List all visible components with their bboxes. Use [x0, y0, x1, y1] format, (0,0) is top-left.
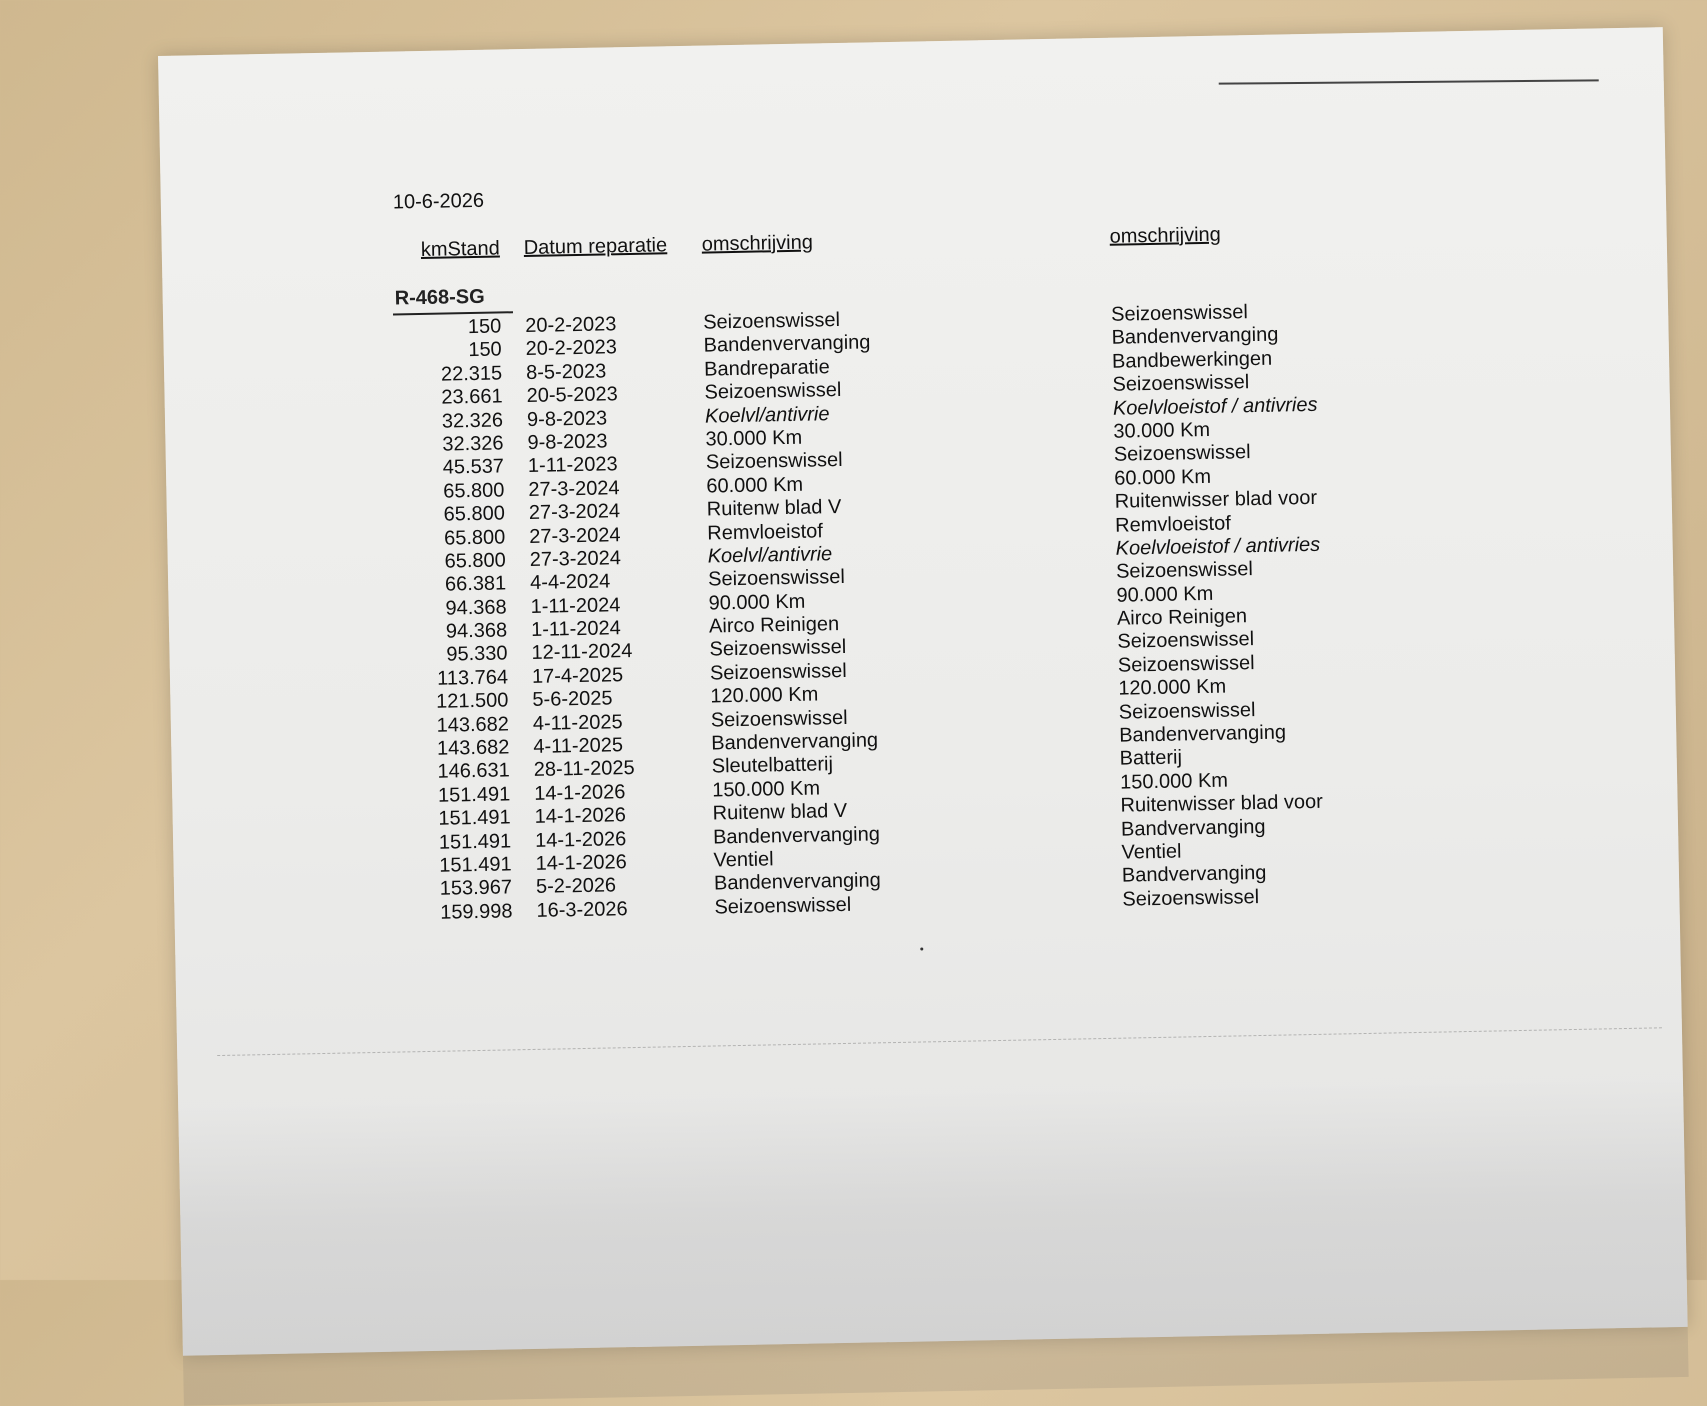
- description2-cell: Ventiel: [1121, 840, 1182, 864]
- description-cell: Seizoenswissel: [709, 636, 847, 661]
- km-cell: 32.326: [441, 409, 504, 433]
- km-cell: 143.682: [436, 713, 510, 737]
- description-cell: Sleutelbatterij: [711, 753, 834, 778]
- header-kmstand: kmStand: [420, 237, 500, 261]
- date-cell: 12-11-2024: [531, 640, 633, 665]
- km-cell: 151.491: [438, 829, 512, 854]
- km-cell: 32.326: [442, 432, 504, 456]
- km-cell: 94.368: [445, 596, 507, 620]
- description2-cell: Airco Reinigen: [1116, 605, 1248, 630]
- date-cell: 14-1-2026: [534, 827, 627, 852]
- km-cell: 151.491: [438, 806, 511, 830]
- description-cell: Bandenvervanging: [712, 822, 881, 849]
- date-cell: 4-11-2025: [532, 710, 623, 735]
- description2-cell: Bandvervanging: [1121, 862, 1267, 888]
- description-cell: 90.000 Km: [708, 590, 806, 615]
- description2-cell: Bandenvervanging: [1119, 721, 1287, 747]
- description2-cell: Seizoenswissel: [1115, 558, 1254, 583]
- description-cell: Seizoenswissel: [709, 659, 847, 685]
- description2-cell: Bandenvervanging: [1111, 323, 1279, 350]
- description2-cell: Seizoenswissel: [1117, 651, 1255, 677]
- description-cell: Ventiel: [713, 848, 774, 872]
- km-cell: 22.315: [440, 362, 503, 386]
- date-cell: 28-11-2025: [533, 757, 635, 782]
- description2-cell: Seizoenswissel: [1118, 698, 1256, 724]
- description2-cell: Seizoenswissel: [1112, 371, 1250, 396]
- date-cell: 27-3-2024: [529, 523, 621, 548]
- description-cell: 60.000 Km: [706, 473, 804, 498]
- license-plate: R-468-SG: [394, 285, 485, 310]
- km-cell: 65.800: [443, 502, 506, 526]
- date-cell: 20-5-2023: [526, 383, 618, 408]
- description-cell: Bandenvervanging: [703, 331, 871, 357]
- km-cell: 121.500: [435, 689, 509, 714]
- description-cell: Bandreparatie: [703, 355, 830, 381]
- description-cell: Seizoenswissel: [703, 308, 841, 334]
- description-cell: 120.000 Km: [710, 683, 819, 708]
- date-cell: 14-1-2026: [535, 851, 627, 875]
- ink-dot: [920, 947, 923, 950]
- date-cell: 27-3-2024: [529, 547, 622, 571]
- description-cell: 150.000 Km: [711, 777, 821, 802]
- header-datum: Datum reparatie: [523, 234, 668, 260]
- km-cell: 66.381: [444, 572, 507, 596]
- top-rule: [1219, 79, 1599, 84]
- description-cell: Seizoenswissel: [705, 449, 843, 474]
- km-cell: 150: [468, 338, 502, 362]
- km-cell: 153.967: [439, 876, 513, 901]
- description2-cell: Bandvervanging: [1120, 815, 1266, 841]
- date-cell: 9-8-2023: [526, 407, 608, 431]
- date-cell: 17-4-2025: [531, 664, 624, 688]
- description2-cell: 150.000 Km: [1119, 769, 1229, 794]
- description-cell: Remvloeistof: [707, 519, 824, 545]
- km-cell: 95.330: [446, 642, 508, 667]
- km-cell: 113.764: [436, 666, 509, 690]
- date-cell: 4-4-2024: [529, 570, 611, 595]
- km-cell: 65.800: [443, 479, 505, 503]
- date-cell: 14-1-2026: [534, 804, 627, 829]
- date-cell: 16-3-2026: [536, 897, 628, 922]
- date-cell: 20-2-2023: [525, 313, 617, 337]
- description2-cell: Batterij: [1119, 746, 1183, 771]
- repair-table: [163, 297, 1474, 930]
- km-cell: 146.631: [437, 759, 510, 784]
- date-cell: 5-6-2025: [532, 687, 613, 712]
- description2-cell: Koelvloeistof / antivries: [1115, 533, 1321, 560]
- km-cell: 151.491: [439, 853, 512, 877]
- header-omschrijving: omschrijving: [701, 231, 814, 256]
- description-cell: Seizoenswissel: [714, 893, 852, 919]
- description-cell: Seizoenswissel: [704, 379, 842, 404]
- header-omschrijving-2: omschrijving: [1109, 223, 1221, 248]
- km-cell: 65.800: [443, 525, 506, 550]
- date-cell: 20-2-2023: [525, 336, 618, 361]
- description-cell: Ruitenw blad V: [706, 496, 842, 521]
- description-cell: Bandenvervanging: [713, 869, 881, 895]
- date-cell: 9-8-2023: [527, 430, 608, 454]
- description-cell: Seizoenswissel: [710, 706, 848, 732]
- date-cell: 27-3-2024: [528, 500, 621, 525]
- description-cell: Seizoenswissel: [707, 566, 846, 591]
- date-cell: 27-3-2024: [528, 476, 620, 501]
- description-cell: Bandenvervanging: [711, 729, 879, 755]
- description2-cell: Koelvloeistof / antivries: [1112, 393, 1318, 420]
- paper-sheet: [158, 27, 1688, 1356]
- description-cell: Airco Reinigen: [708, 613, 840, 638]
- km-cell: 45.537: [442, 455, 505, 479]
- description2-cell: Seizoenswissel: [1113, 441, 1251, 467]
- document-date: 10-6-2026: [392, 189, 485, 214]
- description-cell: 30.000 Km: [705, 426, 803, 451]
- km-cell: 23.661: [441, 385, 503, 409]
- date-cell: 1-11-2023: [527, 453, 618, 478]
- km-cell: 143.682: [436, 736, 510, 760]
- description-cell: Koelvl/antivrie: [704, 402, 830, 428]
- km-cell: 65.800: [444, 549, 506, 573]
- date-cell: 14-1-2026: [534, 780, 626, 805]
- km-cell: 150: [467, 315, 502, 339]
- date-cell: 1-11-2024: [530, 593, 621, 618]
- km-cell: 151.491: [437, 783, 511, 807]
- description2-cell: Seizoenswissel: [1122, 885, 1260, 911]
- date-cell: 1-11-2024: [530, 617, 621, 642]
- description2-cell: Remvloeistof: [1114, 512, 1231, 537]
- km-cell: 159.998: [439, 900, 513, 924]
- date-cell: 4-11-2025: [533, 734, 624, 758]
- description2-cell: Seizoenswissel: [1110, 301, 1249, 326]
- date-cell: 8-5-2023: [525, 360, 607, 384]
- description-cell: Ruitenw blad V: [712, 800, 848, 825]
- description2-cell: 120.000 Km: [1118, 675, 1227, 700]
- description2-cell: Bandbewerkingen: [1111, 347, 1273, 373]
- description2-cell: 30.000 Km: [1113, 418, 1211, 443]
- fold-line: [217, 1027, 1662, 1056]
- km-cell: 94.368: [445, 619, 508, 643]
- description-cell: Koelvl/antivrie: [707, 543, 833, 568]
- date-cell: 5-2-2026: [535, 874, 617, 899]
- description2-cell: Ruitenwisser blad voor: [1120, 790, 1324, 817]
- description2-cell: 60.000 Km: [1114, 465, 1212, 490]
- description2-cell: Ruitenwisser blad voor: [1114, 486, 1318, 513]
- description2-cell: 90.000 Km: [1116, 582, 1214, 607]
- description2-cell: Seizoenswissel: [1117, 628, 1255, 654]
